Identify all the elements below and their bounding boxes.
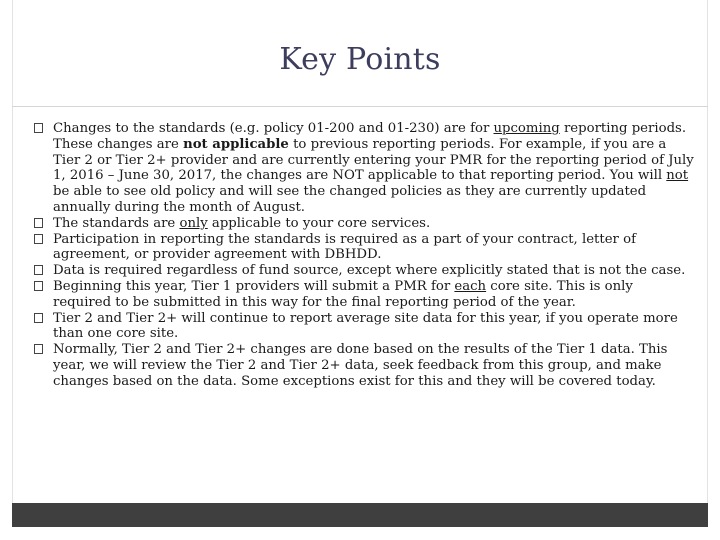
bullet-item: Beginning this year, Tier 1 providers will submit a PMR for each core site. This is only required to be submitted in this way for the final reporting period of the year. [34,279,694,311]
bullet-item: Changes to the standards (e.g. policy 01-200 and 01-230) are for upcoming reporting periods. These changes are not applicable to previous reporting periods. For example, if you are a Tier 2 or Tier 2+ provider and are currently entering your PMR for the reporting period of July 1, 2016 – June 30, 2017, the changes are NOT applicable to that reporting period. You will not be able to see old policy and will see the changed policies as they are currently updated annually during the month of August. [34,121,694,216]
bullet-item: Participation in reporting the standards is required as a part of your contract, letter of agreement, or provider agreement with DBHDD. [34,232,694,264]
slide-title: Key Points [279,42,441,77]
checkbox-bullet-icon [34,218,43,228]
title-divider [12,106,708,107]
checkbox-bullet-icon [34,234,43,244]
bullet-item: Normally, Tier 2 and Tier 2+ changes are done based on the results of the Tier 1 data. This year, we will review the Tier 2 and Tier 2+ data, seek feedback from this group, and make changes based on the data. Some exceptions exist for this and they will be covered today. [34,342,694,389]
footer-bar [12,503,708,527]
key-points-list [34,121,694,390]
bullet-item: The standards are only applicable to your core services. [34,216,694,232]
checkbox-bullet-icon [34,313,43,323]
checkbox-bullet-icon [34,123,43,133]
bullet-item: Tier 2 and Tier 2+ will continue to report average site data for this year, if you operate more than one core site. [34,311,694,343]
checkbox-bullet-icon [34,281,43,291]
checkbox-bullet-icon [34,344,43,354]
bullet-item: Data is required regardless of fund source, except where explicitly stated that is not the case. [34,263,694,279]
checkbox-bullet-icon [34,265,43,275]
